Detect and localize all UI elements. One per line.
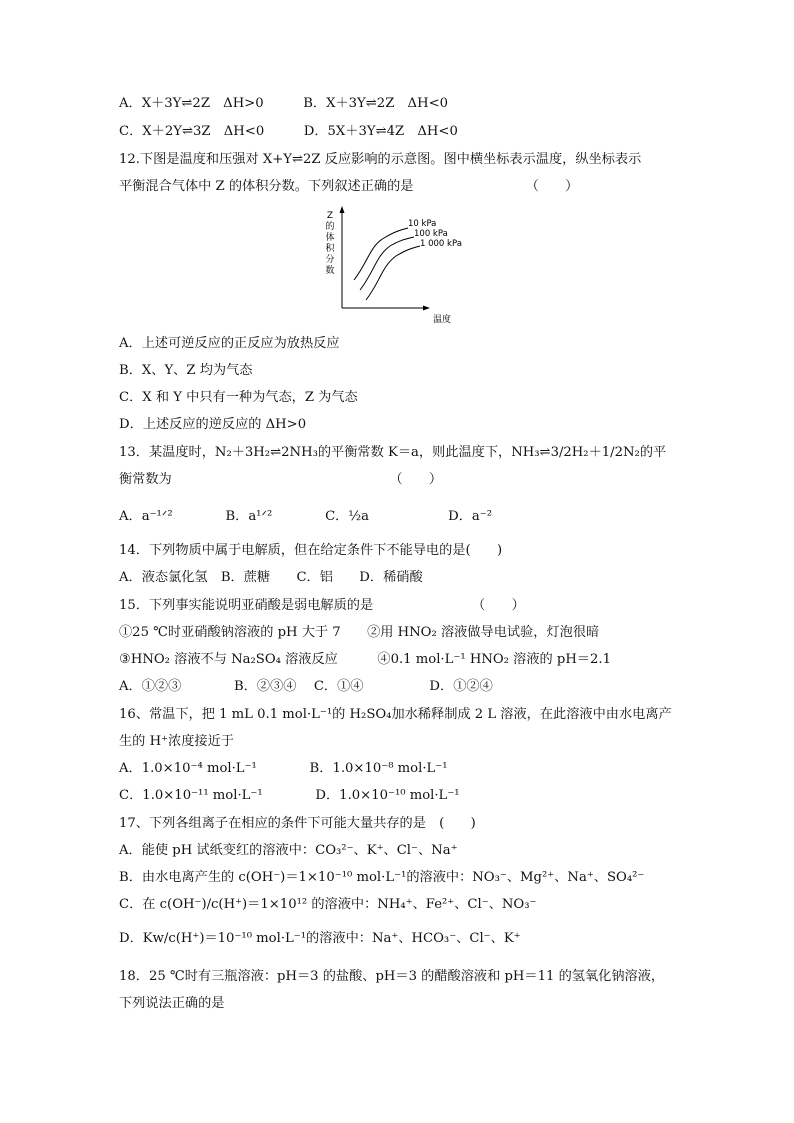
- q15-facts-line1: ①25 ℃时亚硝酸钠溶液的 pH 大于 7 ②用 HNO₂ 溶液做导电试验，灯泡很暗: [119, 625, 600, 640]
- y-axis-label-char: 的: [325, 222, 335, 232]
- q16-options-ab: A．1.0×10⁻⁴ mol·L⁻¹ B．1.0×10⁻⁸ mol·L⁻¹: [119, 761, 448, 776]
- q14-stem: 14．下列物质中属于电解质，但在给定条件下不能导电的是( ): [119, 543, 503, 558]
- y-axis-label-char: Z: [326, 211, 334, 221]
- q13-stem-line2: 衡常数为 （ ）: [119, 472, 443, 487]
- y-axis-label-char: 积: [325, 244, 335, 254]
- x-axis-label: 温度: [432, 315, 452, 325]
- q18-stem-line1: 18．25 ℃时有三瓶溶液：pH＝3 的盐酸、pH＝3 的醋酸溶液和 pH＝11 的氢氧化钠溶液，: [119, 969, 665, 984]
- q15-stem: 15．下列事实能说明亚硝酸是弱电解质的是 （ ）: [119, 598, 525, 613]
- q13-stem-line1: 13．某温度时，N₂＋3H₂⇌2NH₃的平衡常数 K＝a，则此温度下，NH₃⇌3/2H₂＋1/2N₂的平: [119, 445, 667, 460]
- series-1000kpa-curve: [366, 246, 420, 300]
- q16-options-cd: C．1.0×10⁻¹¹ mol·L⁻¹ D．1.0×10⁻¹⁰ mol·L⁻¹: [119, 788, 460, 803]
- q13-options: A．a⁻¹ᐟ² B．a¹ᐟ² C．½a D．a⁻²: [119, 509, 493, 524]
- q12-option-b: B．X、Y、Z 均为气态: [119, 363, 253, 378]
- series-label-100kpa: 100 kPa: [414, 229, 448, 239]
- y-axis-arrow: [340, 206, 345, 213]
- y-axis-label-char: 体: [325, 233, 335, 243]
- q12-option-a: A．上述可逆反应的正反应为放热反应: [119, 336, 340, 351]
- q11-options-row2: C．X＋2Y⇌3Z ΔH<0 D．5X＋3Y⇌4Z ΔH<0: [119, 124, 458, 139]
- y-axis-label-char: 数: [325, 266, 335, 276]
- q12-option-d: D．上述反应的逆反应的 ΔH>0: [119, 417, 307, 432]
- q17-option-c: C．在 c(OH⁻)/c(H⁺)＝1×10¹² 的溶液中：NH₄⁺、Fe²⁺、Cl⁻、NO₃⁻: [119, 897, 537, 912]
- series-100kpa-curve: [360, 237, 414, 290]
- q17-stem: 17、下列各组离子在相应的条件下可能大量共存的是 ( ): [119, 816, 476, 831]
- chart-svg: [320, 204, 480, 330]
- x-axis-arrow: [423, 306, 430, 311]
- q15-options: A．①②③ B．②③④ C．①④ D．①②④: [119, 679, 493, 694]
- q16-stem-line2: 生的 H⁺浓度接近于: [119, 734, 234, 749]
- q17-option-b: B．由水电离产生的 c(OH⁻)＝1×10⁻¹⁰ mol·L⁻¹的溶液中：NO₃⁻、Mg²⁺、Na⁺、SO₄²⁻: [119, 870, 645, 885]
- q11-options-row1: A．X＋3Y⇌2Z ΔH>0 B．X＋3Y⇌2Z ΔH<0: [119, 96, 449, 111]
- q12-option-c: C．X 和 Y 中只有一种为气态，Z 为气态: [119, 390, 358, 405]
- q16-stem-line1: 16、常温下，把 1 mL 0.1 mol·L⁻¹的 H₂SO₄加水稀释制成 2 L 溶液，在此溶液中由水电离产: [119, 707, 672, 722]
- q14-options: A．液态氯化氢 B．蔗糖 C．铝 D．稀硝酸: [119, 570, 423, 585]
- q15-facts-line2: ③HNO₂ 溶液不与 Na₂SO₄ 溶液反应 ④0.1 mol·L⁻¹ HNO₂ 溶液的 pH＝2.1: [119, 652, 612, 667]
- y-axis-label-char: 分: [325, 255, 335, 265]
- q12-stem-line2: 平衡混合气体中 Z 的体积分数。下列叙述正确的是 （ ）: [119, 179, 579, 194]
- series-label-10kpa: 10 kPa: [408, 219, 437, 229]
- series-label-1000kpa: 1 000 kPa: [420, 239, 462, 249]
- q17-option-a: A．能使 pH 试纸变红的溶液中：CO₃²⁻、K⁺、Cl⁻、Na⁺: [119, 843, 458, 858]
- q18-stem-line2: 下列说法正确的是: [119, 996, 225, 1011]
- q17-option-d: D．Kw/c(H⁺)＝10⁻¹⁰ mol·L⁻¹的溶液中：Na⁺、HCO₃⁻、Cl⁻、K⁺: [119, 931, 521, 946]
- y-axis-label: [325, 211, 335, 276]
- z-volume-fraction-chart: [320, 204, 480, 330]
- q12-stem-line1: 12.下图是温度和压强对 X+Y⇌2Z 反应影响的示意图。图中横坐标表示温度，纵坐标表示: [119, 152, 642, 167]
